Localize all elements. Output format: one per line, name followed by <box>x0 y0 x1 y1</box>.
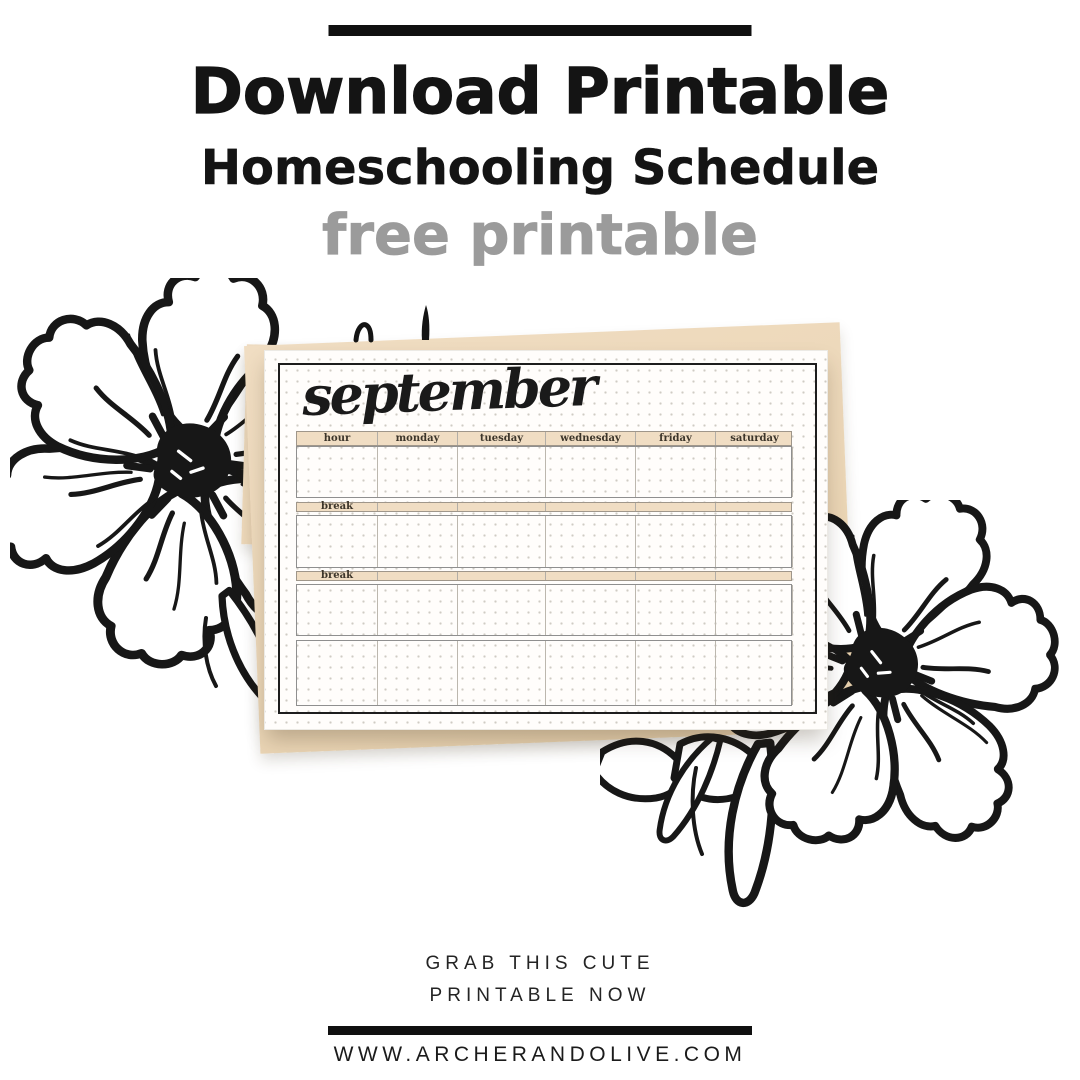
break-label: break <box>297 503 378 511</box>
schedule-cell <box>546 585 636 635</box>
break-cell <box>378 503 458 511</box>
month-title: september <box>300 353 596 429</box>
column-header-monday: monday <box>378 432 458 445</box>
bottom-divider-bar <box>328 1026 752 1035</box>
free-printable-tagline: free printable <box>321 203 759 268</box>
schedule-cell <box>636 447 716 497</box>
cta-text <box>0 948 1080 1012</box>
schedule-block-3 <box>296 584 792 636</box>
page-subtitle: Homeschooling Schedule <box>200 140 880 196</box>
schedule-cell <box>716 641 793 705</box>
schedule-cell <box>297 447 378 497</box>
column-header-wednesday: wednesday <box>546 432 636 445</box>
column-header-saturday: saturday <box>730 433 779 444</box>
schedule-cell <box>546 447 636 497</box>
schedule-block-1 <box>296 446 792 498</box>
schedule-block-4 <box>296 640 792 706</box>
table-header-row <box>296 431 792 446</box>
top-divider-bar <box>329 25 752 36</box>
break-cell <box>458 572 546 580</box>
break-cell <box>716 503 793 511</box>
column-header-hour: hour <box>297 432 378 445</box>
break-cell <box>716 572 793 580</box>
schedule-cell <box>297 641 378 705</box>
schedule-cell <box>636 516 716 567</box>
page-title: Download Printable <box>190 55 890 128</box>
break-row-1 <box>296 502 792 512</box>
schedule-cell <box>546 641 636 705</box>
cta-line-2: PRINTABLE NOW <box>429 985 651 1006</box>
break-cell <box>636 503 716 511</box>
break-label: break <box>297 572 378 580</box>
break-cell <box>458 503 546 511</box>
schedule-cell <box>716 585 793 635</box>
schedule-cell <box>378 447 458 497</box>
break-cell <box>546 572 636 580</box>
schedule-cell <box>458 585 546 635</box>
column-header-tuesday: tuesday <box>458 432 546 445</box>
break-cell <box>636 572 716 580</box>
schedule-cell <box>716 516 793 567</box>
column-header-friday: friday <box>636 432 716 445</box>
schedule-cell <box>458 641 546 705</box>
schedule-cell <box>378 585 458 635</box>
break-row-2 <box>296 571 792 581</box>
website-url: WWW.ARCHERANDOLIVE.COM <box>333 1043 747 1066</box>
schedule-cell <box>458 447 546 497</box>
schedule-cell <box>378 516 458 567</box>
break-cell <box>546 503 636 511</box>
planner-page <box>264 350 828 730</box>
schedule-cell <box>297 516 378 567</box>
schedule-block-2 <box>296 515 792 568</box>
schedule-cell <box>636 641 716 705</box>
schedule-cell <box>458 516 546 567</box>
hidden-script-tips-icon <box>330 290 450 352</box>
schedule-table <box>296 431 792 706</box>
cta-line-1: GRAB THIS CUTE <box>425 953 655 974</box>
break-cell <box>378 572 458 580</box>
schedule-cell <box>378 641 458 705</box>
schedule-cell <box>546 516 636 567</box>
schedule-cell <box>636 585 716 635</box>
schedule-cell <box>716 447 793 497</box>
schedule-cell <box>297 585 378 635</box>
